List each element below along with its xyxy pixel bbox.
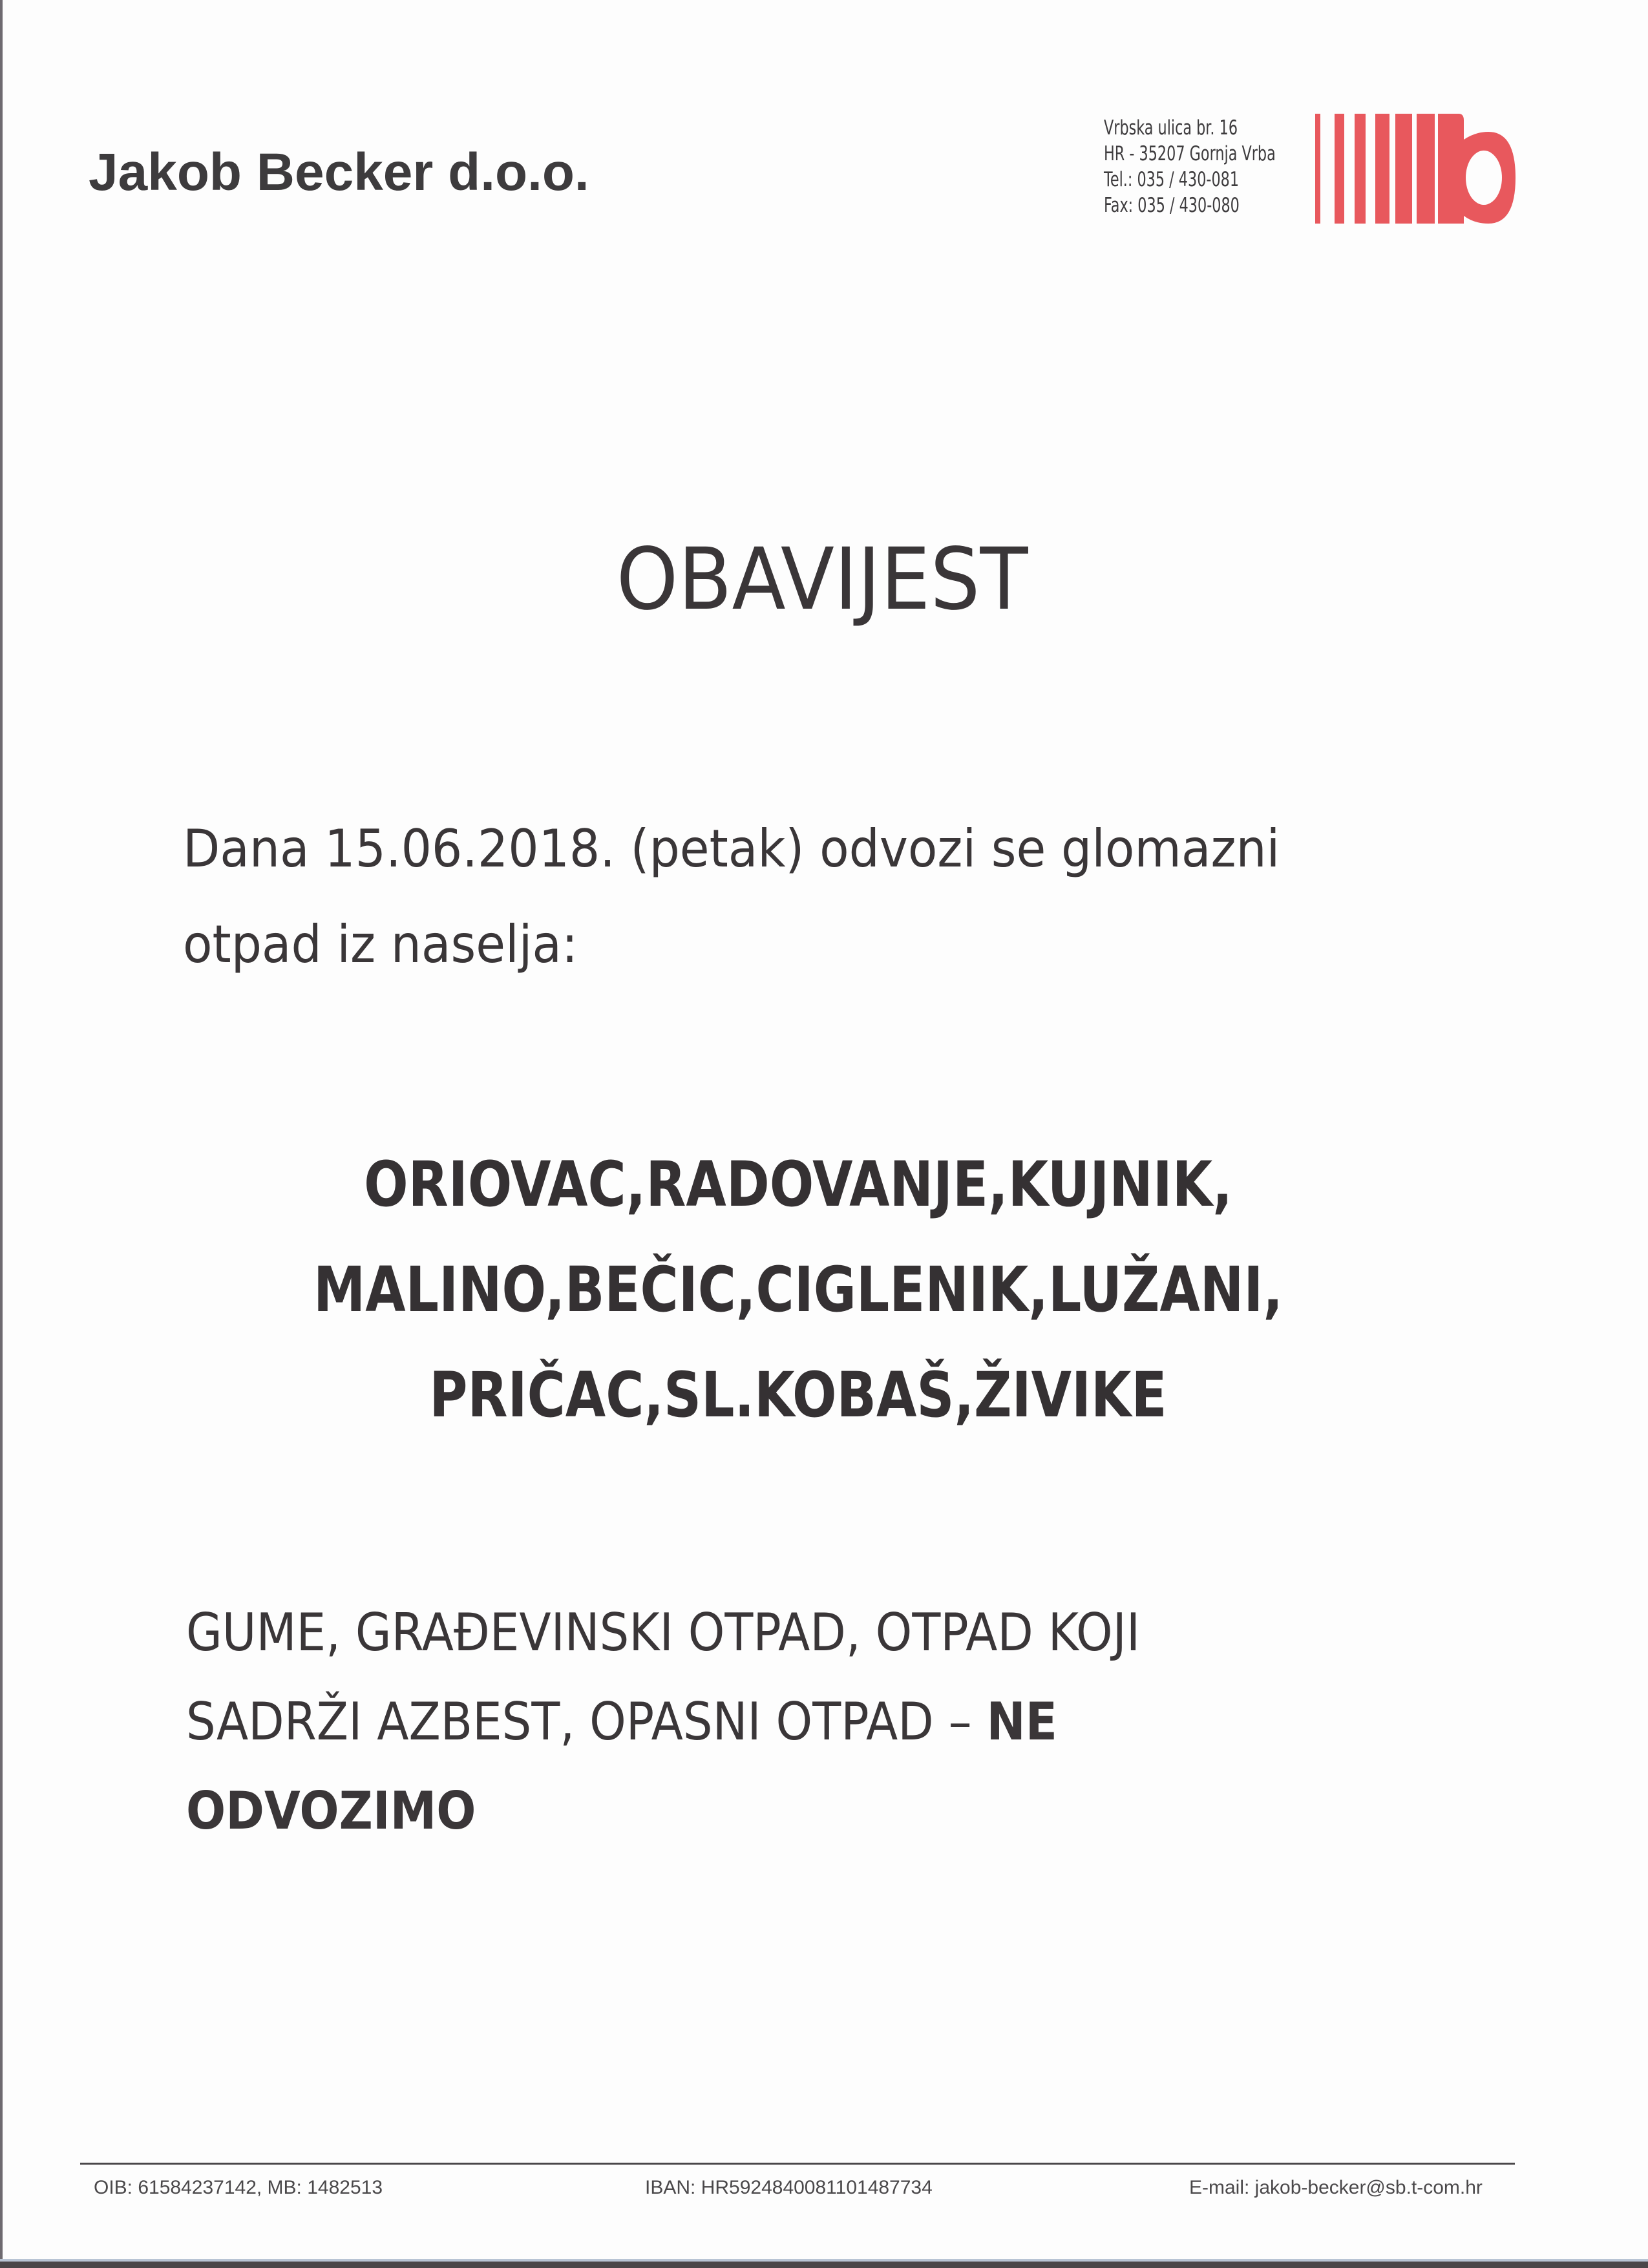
town-list-line-3: PRIČAC,SL.KOBAŠ,ŽIVIKE bbox=[429, 1359, 1167, 1431]
address-street: Vrbska ulica br. 16 bbox=[1104, 116, 1238, 140]
intro-line-2: otpad iz naselja: bbox=[183, 914, 578, 974]
notice-title-text: OBAVIJEST bbox=[616, 530, 1028, 629]
town-list-line-1: ORIOVAC,RADOVANJE,KUJNIK, bbox=[364, 1148, 1232, 1221]
warning-line-2-bold: NE bbox=[986, 1692, 1057, 1752]
footer-divider bbox=[80, 2163, 1515, 2165]
company-address bbox=[1104, 115, 1276, 218]
company-name: Jakob Becker d.o.o. bbox=[89, 143, 589, 202]
town-list-line-2: MALINO,BEČIC,CIGLENIK,LUŽANI, bbox=[313, 1254, 1283, 1326]
footer-oib-mb: OIB: 61584237142, MB: 1482513 bbox=[94, 2177, 383, 2198]
address-postal-city: HR - 35207 Gornja Vrba bbox=[1104, 142, 1276, 165]
address-fax: Fax: 035 / 430-080 bbox=[1104, 194, 1240, 217]
intro-line-1: Dana 15.06.2018. (petak) odvozi se glomazni bbox=[183, 819, 1280, 879]
warning-line-1: GUME, GRAĐEVINSKI OTPAD, OTPAD KOJI bbox=[186, 1602, 1141, 1663]
notice-title bbox=[0, 531, 1648, 628]
address-phone: Tel.: 035 / 430-081 bbox=[1104, 168, 1240, 191]
excluded-waste-warning bbox=[186, 1588, 1246, 1856]
warning-line-3: ODVOZIMO bbox=[186, 1781, 476, 1841]
footer-iban: IBAN: HR5924840081101487734 bbox=[645, 2177, 933, 2198]
scan-border-bottom bbox=[0, 2262, 1648, 2268]
warning-line-2-regular: SADRŽI AZBEST, OPASNI OTPAD – bbox=[186, 1692, 987, 1752]
warning-line-2 bbox=[186, 1677, 1140, 1767]
company-logo-icon bbox=[1315, 114, 1516, 224]
footer-email: E-mail: jakob-becker@sb.t-com.hr bbox=[1189, 2177, 1483, 2198]
notice-intro bbox=[183, 801, 1362, 992]
town-list bbox=[0, 1132, 1596, 1448]
